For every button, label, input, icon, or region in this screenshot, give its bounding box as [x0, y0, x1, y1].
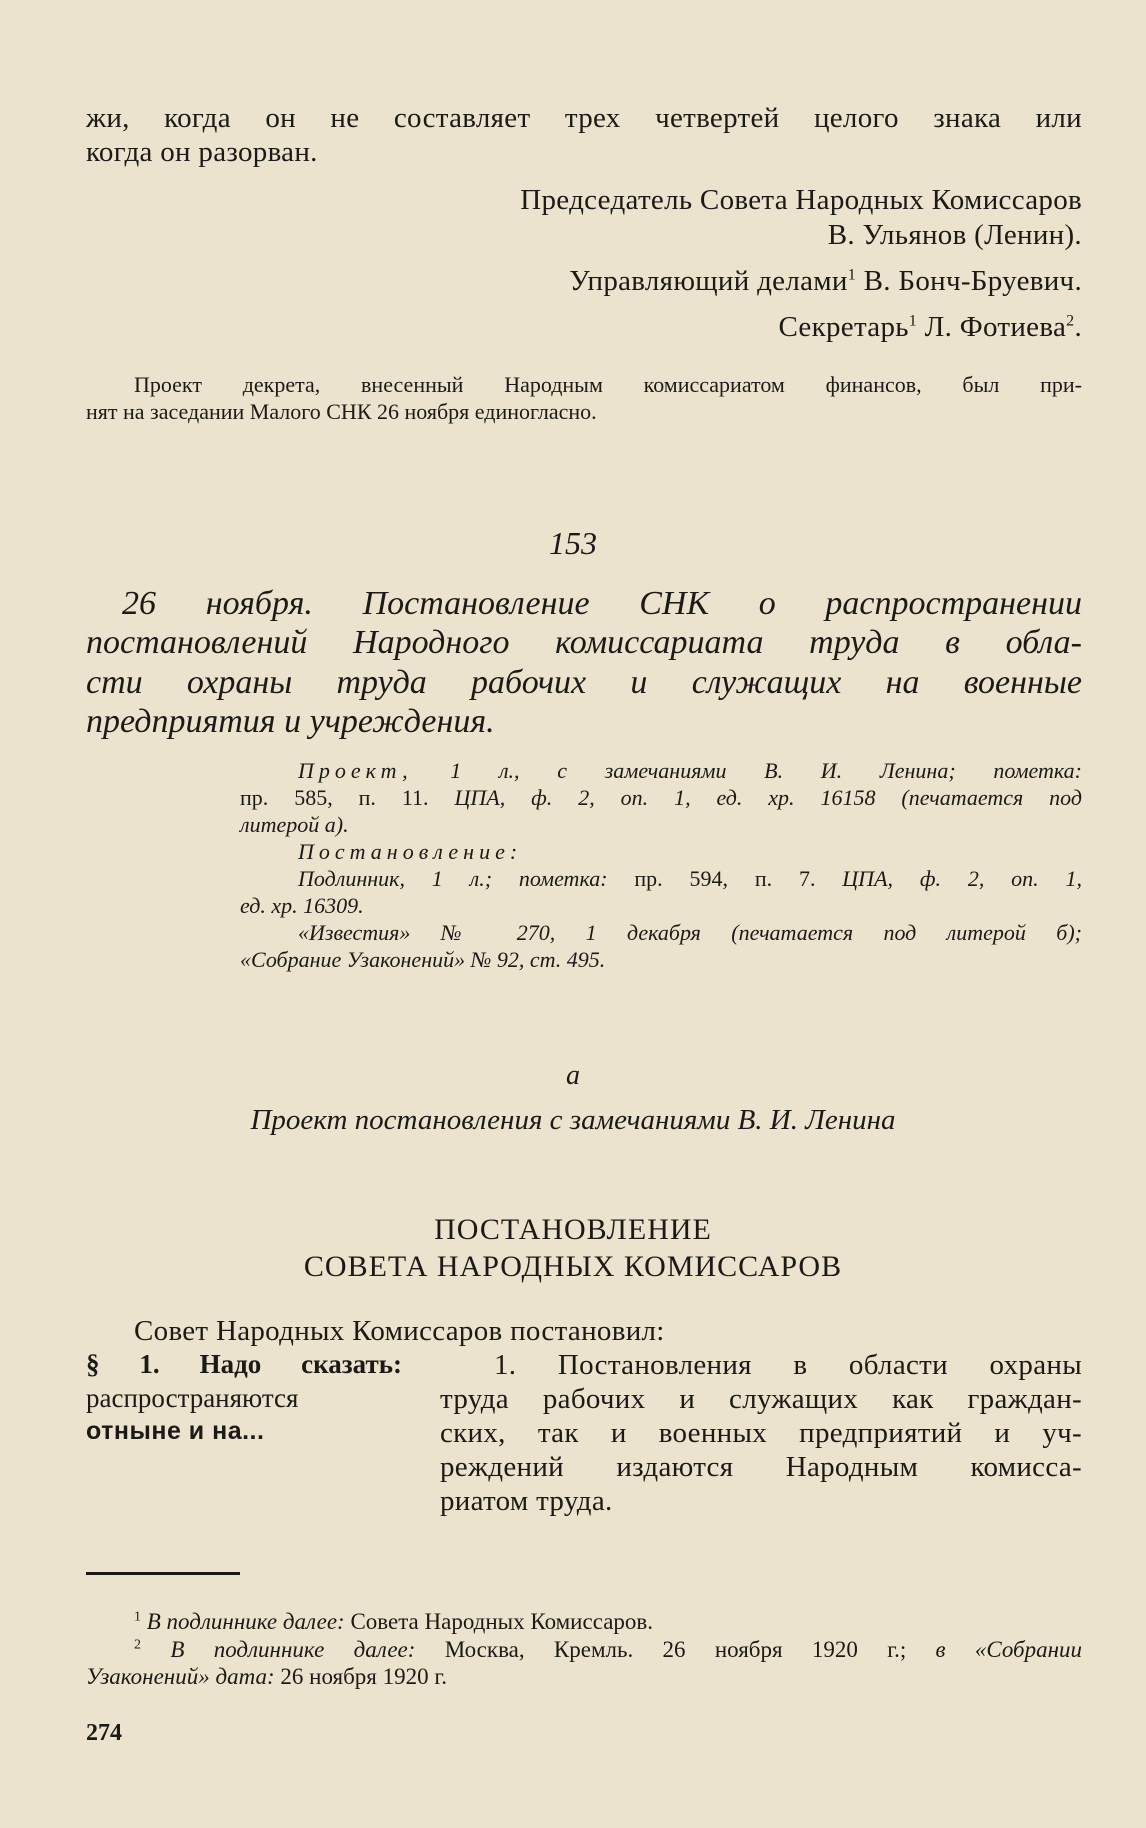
source-izvestia-line: «Известия» № 270, 1 декабря (печатается под литерой б);: [298, 920, 1082, 945]
footnote-1-mark: 1: [134, 1609, 141, 1625]
document-title-line-1: 26 ноября. Постановление СНК о распространении: [122, 585, 1082, 622]
editorial-note-line-1: Проект декрета, внесенный Народным комиссариатом финансов, был при-: [134, 372, 1082, 397]
footnote-2-mark: 2: [134, 1637, 141, 1653]
margin-remark-line-2: распространяются: [86, 1383, 299, 1413]
document-title-line-4: предприятия и учреждения.: [86, 703, 495, 740]
resolution-text-line-3: ских, так и военных предприятий и уч-: [440, 1417, 1082, 1449]
continuation-line-1: жи, когда он не составляет трех четвертей целого знака или: [86, 102, 1082, 134]
source-project-rest: 1 л., с замечаниями В. И. Ленина; пометка:: [450, 758, 1082, 783]
footnote-1: [134, 1609, 653, 1635]
footnote-ref-2: 2: [1066, 312, 1075, 330]
signature-chairman-name: В. Ульянов (Ленин).: [827, 219, 1082, 251]
source-project-label: Проект,: [298, 758, 413, 783]
footnote-2-line-2: [86, 1664, 447, 1690]
manager-label: Управляющий делами: [569, 265, 848, 297]
resolution-title-2: СОВЕТА НАРОДНЫХ КОМИССАРОВ: [303, 1250, 843, 1283]
footnote-2-text: Москва, Кремль. 26 ноября 1920 г.;: [444, 1637, 907, 1662]
resolution-text-line-5: риатом труда.: [440, 1485, 613, 1517]
document-title-line-2: постановлений Народного комиссариата труда в обла-: [86, 624, 1082, 661]
source-sobranie-line: «Собрание Узаконений» № 92, ст. 495.: [240, 947, 606, 972]
source-project-line-2: [240, 785, 1082, 811]
editorial-note-line-2: нят на заседании Малого СНК 26 ноября единогласно.: [86, 399, 597, 424]
footnote-1-italic: В подлиннике далее:: [146, 1609, 345, 1634]
footnote-2-line-1: [134, 1637, 1082, 1663]
continuation-line-2: когда он разорван.: [86, 136, 318, 168]
page-number: 274: [86, 1720, 122, 1746]
signature-manager: [569, 265, 1082, 298]
source-project-mark: пр. 585, п. 11.: [240, 785, 429, 810]
document-title-line-3: сти охраны труда рабочих и служащих на военные: [86, 664, 1082, 701]
resolution-text-line-1: 1. Постановления в области охраны: [494, 1349, 1082, 1381]
footnote-ref-1: 1: [847, 266, 857, 284]
secretary-name: Л. Фотиева: [924, 311, 1067, 343]
manager-name: В. Бонч-Бруевич.: [863, 265, 1082, 297]
resolution-text-line-4: реждений издаются Народным комисса-: [440, 1451, 1082, 1483]
footnote-ref-1b: 1: [908, 312, 918, 330]
resolution-text-line-2: труда рабочих и служащих как граждан-: [440, 1383, 1082, 1415]
secretary-period: .: [1074, 311, 1082, 343]
footnote-2-italic-2: в «Собрании: [935, 1637, 1083, 1662]
margin-remark-line-3: отныне и на...: [86, 1417, 265, 1445]
section-letter: а: [566, 1060, 580, 1091]
footnote-2-italic: В подлиннике далее:: [170, 1637, 416, 1662]
margin-remark-line-1: § 1. Надо сказать:: [86, 1349, 402, 1379]
source-project-archive: ЦПА, ф. 2, оп. 1, ед. хр. 16158 (печатается под: [454, 785, 1082, 810]
secretary-label: Секретарь: [778, 311, 909, 343]
footnote-separator: [86, 1572, 240, 1575]
document-number: 153: [549, 525, 597, 561]
signature-secretary: [778, 311, 1082, 344]
section-heading: Проект постановления с замечаниями В. И. Ленина: [250, 1104, 896, 1136]
source-original-line-2: ед. хр. 16309.: [240, 893, 364, 918]
source-project-line-1: [298, 758, 1082, 784]
source-project-line-3: литерой а).: [240, 812, 349, 837]
source-resolution-label: Постановление:: [298, 839, 523, 864]
source-original-archive: ЦПА, ф. 2, оп. 1,: [842, 866, 1082, 891]
footnote-1-text: Совета Народных Комиссаров.: [350, 1609, 654, 1634]
resolution-intro: Совет Народных Комиссаров постановил:: [134, 1315, 665, 1347]
signature-chairman-title: Председатель Совета Народных Комиссаров: [520, 184, 1082, 216]
source-original-label: Подлинник, 1 л.; пометка:: [298, 866, 608, 891]
source-original-line-1: [298, 866, 1082, 892]
footnote-2-line-2-italic: Узаконений» дата:: [86, 1664, 275, 1689]
source-original-mark: пр. 594, п. 7.: [634, 866, 816, 891]
footnote-2-line-2-text: 26 ноября 1920 г.: [280, 1664, 447, 1689]
resolution-title-1: ПОСТАНОВЛЕНИЕ: [434, 1213, 712, 1246]
